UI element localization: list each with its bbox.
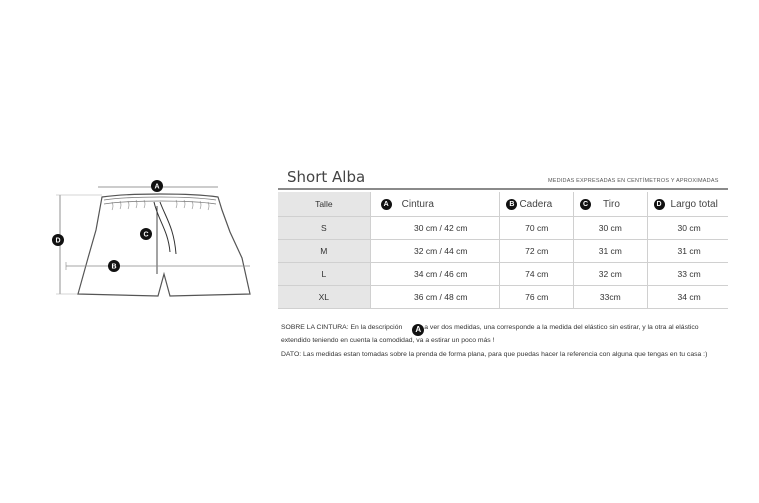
table-row	[278, 263, 728, 286]
header-size: Talle	[278, 192, 370, 217]
marker-c-label: C	[143, 231, 149, 239]
cintura-cell: 32 cm / 44 cm	[370, 240, 500, 263]
table-row	[278, 240, 728, 263]
waist-note	[281, 323, 721, 346]
cintura-cell: 36 cm / 48 cm	[370, 286, 500, 309]
table-row	[278, 286, 728, 309]
waist-note-intro: SOBRE LA CINTURA: En la descripción	[281, 324, 403, 331]
badge-c-icon: C	[580, 199, 591, 210]
badge-d-icon: D	[654, 199, 665, 210]
badge-b-icon: B	[506, 199, 517, 210]
tiro-cell: 32 cm	[574, 263, 648, 286]
tiro-cell: 33cm	[574, 286, 648, 309]
table-row	[278, 217, 728, 240]
cintura-cell: 30 cm / 42 cm	[370, 217, 500, 240]
badge-a-icon: A	[381, 199, 392, 210]
largo-cell: 31 cm	[647, 240, 728, 263]
tiro-cell: 30 cm	[574, 217, 648, 240]
table-header-row	[278, 192, 728, 217]
header-largo	[647, 192, 728, 217]
size-cell: M	[278, 240, 370, 263]
size-cell: S	[278, 217, 370, 240]
size-cell: L	[278, 263, 370, 286]
header-cadera	[500, 192, 574, 217]
cintura-cell: 34 cm / 46 cm	[370, 263, 500, 286]
header-tiro-label: Tiro	[603, 199, 620, 210]
marker-b-label: B	[111, 263, 117, 271]
cadera-cell: 76 cm	[500, 286, 574, 309]
measurement-note: MEDIDAS EXPRESADAS EN CENTÍMETROS Y APROXIMADAS	[548, 178, 719, 184]
header-cintura	[370, 192, 500, 217]
header-tiro	[574, 192, 648, 217]
marker-a-label: A	[154, 183, 160, 191]
waist-note-body: a ver dos medidas, una corresponde a la medida del elástico sin estirar, y la otra al elástico extendido teniendo en cuenta la comodidad, va a estirar un poco más !	[281, 324, 699, 344]
tiro-cell: 31 cm	[574, 240, 648, 263]
marker-d-label: D	[55, 237, 61, 245]
cadera-cell: 70 cm	[500, 217, 574, 240]
largo-cell: 34 cm	[647, 286, 728, 309]
header-divider	[278, 188, 728, 190]
largo-cell: 30 cm	[647, 217, 728, 240]
size-cell: XL	[278, 286, 370, 309]
shorts-illustration	[40, 170, 270, 310]
header-cintura-label: Cintura	[401, 199, 434, 210]
badge-a-icon: A	[412, 324, 424, 336]
page-title: Short Alba	[287, 168, 366, 186]
header-largo-label: Largo total	[670, 199, 718, 210]
cadera-cell: 72 cm	[500, 240, 574, 263]
cadera-cell: 74 cm	[500, 263, 574, 286]
measurement-tip: DATO: Las medidas estan tomadas sobre la prenda de forma plana, para que puedas hacer la referencia con alguna que tengas en tu casa :)	[281, 351, 708, 358]
largo-cell: 33 cm	[647, 263, 728, 286]
size-table	[278, 192, 728, 309]
header-cadera-label: Cadera	[519, 199, 553, 210]
